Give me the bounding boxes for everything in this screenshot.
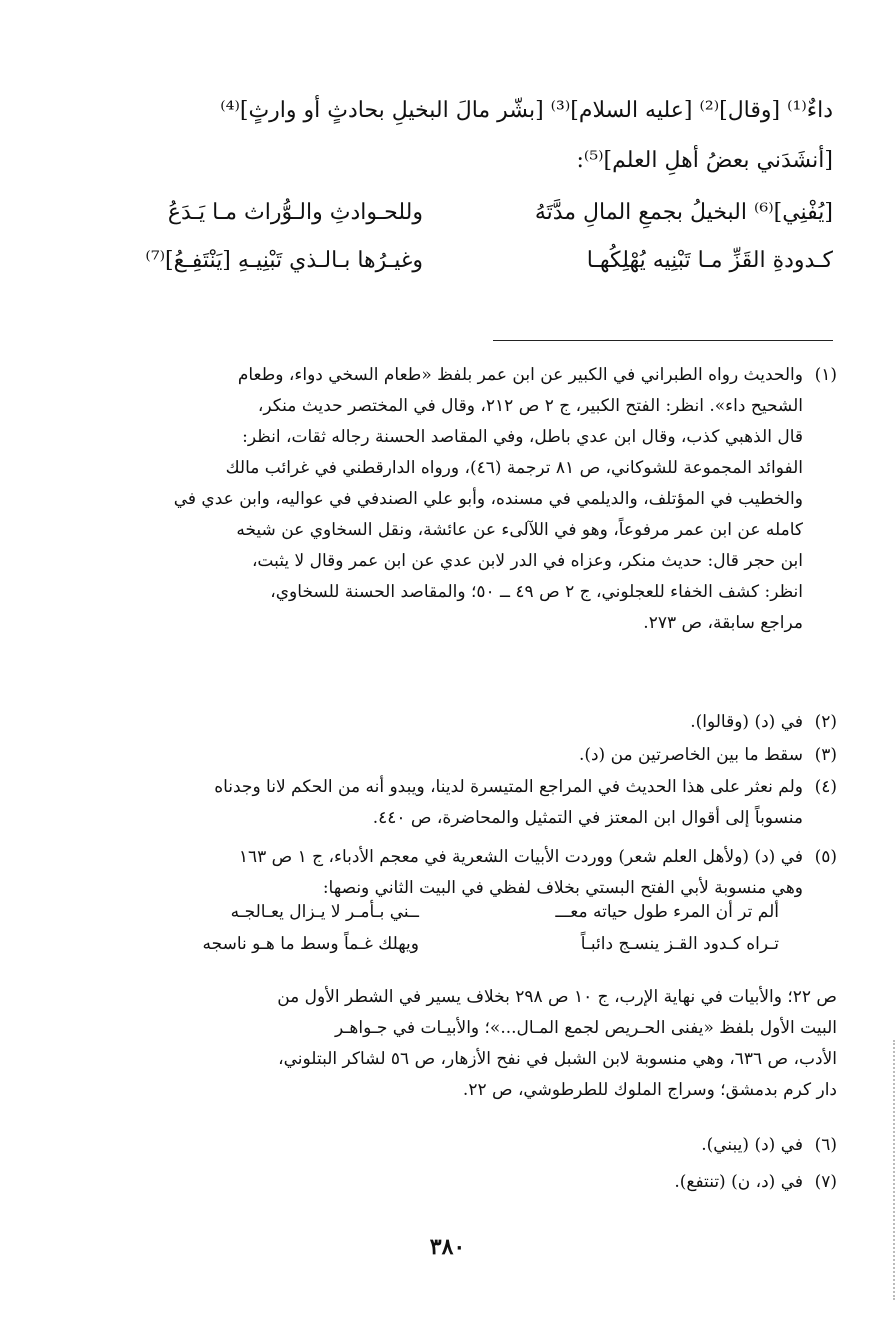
verse-2 [33, 248, 833, 280]
footnote-2-number: (٢) [814, 712, 837, 732]
footnote-line: والخطيب في المؤتلف، والديلمي في مسنده، وأبو علي الصندفي في عواليه، وابن عدي في [173, 489, 803, 509]
quoted-first-hemistich: تـراه كـدود القـز ينسـج دائبـاً [580, 934, 779, 954]
verse-2-second-hemistich: وغيـرُها بـالـذي تَبْنِيـهِ [يَنْتَفِـعُ]⁽⁷⁾ [145, 248, 423, 273]
quoted-first-hemistich: ألم تر أن المرء طول حياته معـــ [555, 902, 779, 922]
footnote-5-quoted-verse-1 [79, 902, 779, 932]
main-text-line-2: [أنشَدَني بعضُ أهلِ العلم]⁽⁵⁾: [576, 148, 833, 173]
main-text-line-1: داءٌ⁽¹⁾ [وقال]⁽²⁾ [عليه السلام]⁽³⁾ [بشّر مالَ البخيلِ بحادثٍ أو وارثٍ]⁽⁴⁾ [220, 98, 833, 123]
footnote-7-body [31, 1167, 803, 1198]
footnote-line: كامله عن ابن عمر مرفوعاً، وهو في اللآلىء عن عائشة، ونقل السخاوي عن شيخه [236, 520, 803, 540]
footnote-line: منسوباً إلى أقوال ابن المعتز في التمثيل والمحاضرة، ص ٤٤٠. [372, 808, 803, 828]
footnote-6-body [31, 1130, 803, 1161]
footnote-line: مراجع سابقة، ص ٢٧٣. [643, 613, 803, 633]
verse-1-first-hemistich: [يُفْنِي]⁽⁶⁾ البخيلُ بجمعِ المالِ مدَّتَهُ [534, 200, 833, 225]
page-number: ٣٨٠ [429, 1234, 466, 1260]
footnote-5-number: (٥) [814, 847, 837, 867]
footnote-line: والحديث رواه الطبراني في الكبير عن ابن عمر بلفظ «طعام السخي دواء، وطعام [237, 365, 803, 385]
footnote-4-body [31, 772, 803, 834]
footnote-line: في (د) (يبني). [701, 1135, 803, 1155]
verse-1-second-hemistich: وللحـوادثِ والـوُّراث مـا يَـدَعُ [167, 200, 423, 225]
footnote-1-number: (١) [814, 365, 837, 385]
footnote-line: الأدب، ص ٦٣٦، وهي منسوبة لابن الشبل في نفح الأزهار، ص ٥٦ لشاكر البتلوني، [278, 1049, 837, 1069]
footnote-line: انظر: كشف الخفاء للعجلوني، ج ٢ ص ٤٩ ــ ٥٠؛ والمقاصد الحسنة للسخاوي، [270, 582, 803, 602]
footnote-line: وهي منسوبة لأبي الفتح البستي بخلاف لفظي في البيت الثاني ونصها: [322, 878, 803, 898]
footnote-line: ولم نعثر على هذا الحديث في المراجع المتيسرة لدينا، ويبدو أنه من الحكم لانا وجدناه [214, 777, 803, 797]
footnote-4-number: (٤) [814, 777, 837, 797]
footnote-5-body [31, 842, 803, 904]
footnote-line: في (د) (وقالوا). [690, 712, 803, 732]
footnote-line: قال الذهبي كذب، وقال ابن عدي باطل، وفي المقاصد الحسنة رجاله ثقات، انظر: [242, 427, 803, 447]
footnote-line: ابن حجر قال: حديث منكر، وعزاه في الدر لابن عدي عن ابن عمر وقال لا يثبت، [251, 551, 803, 571]
footnote-line: في (د، ن) (تنتفع). [674, 1172, 803, 1192]
footnote-line: الفوائد المجموعة للشوكاني، ص ٨١ ترجمة (٤٦)، ورواه الدارقطني في غرائب مالك [225, 458, 803, 478]
footnote-line: البيت الأول بلفظ «يفنى الحـريص لجمع المـال...»؛ والأبيـات في جـواهـر [335, 1018, 837, 1038]
footnote-2-body [31, 707, 803, 738]
footnote-6-number: (٦) [814, 1135, 837, 1155]
footnote-3-body [31, 740, 803, 771]
verse-1 [33, 200, 833, 232]
footnote-7-number: (٧) [814, 1172, 837, 1192]
footnote-divider [493, 340, 833, 341]
verse-2-first-hemistich: كـدودةِ القَزِّ مـا تَبْنِيه يُهْلِكُهـا [586, 248, 833, 273]
footnote-1-body [31, 360, 803, 639]
quoted-second-hemistich: ــني بـأمـر لا يـزال يعـالجـه [230, 902, 419, 922]
quoted-second-hemistich: ويهلك غـماً وسط ما هـو ناسجه [202, 934, 419, 954]
footnote-5-continuation-body [31, 982, 837, 1106]
footnote-line: الشحيح داء». انظر: الفتح الكبير، ج ٢ ص ٢١٢، وقال في المختصر حديث منكر، [257, 396, 803, 416]
footnote-line: سقط ما بين الخاصرتين من (د). [578, 745, 803, 765]
footnote-5-quoted-verse-2 [79, 934, 779, 964]
scan-edge-shadow [883, 1040, 895, 1300]
footnote-line: في (د) (ولأهل العلم شعر) ووردت الأبيات الشعرية في معجم الأدباء، ج ١ ص ١٦٣ [238, 847, 803, 867]
footnote-3-number: (٣) [814, 745, 837, 765]
footnote-line: دار كرم بدمشق؛ وسراج الملوك للطرطوشي، ص ٢٢. [462, 1080, 837, 1100]
footnote-line: ص ٢٢؛ والأبيات في نهاية الإرب، ج ١٠ ص ٢٩٨ بخلاف يسير في الشطر الأول من [277, 987, 837, 1007]
